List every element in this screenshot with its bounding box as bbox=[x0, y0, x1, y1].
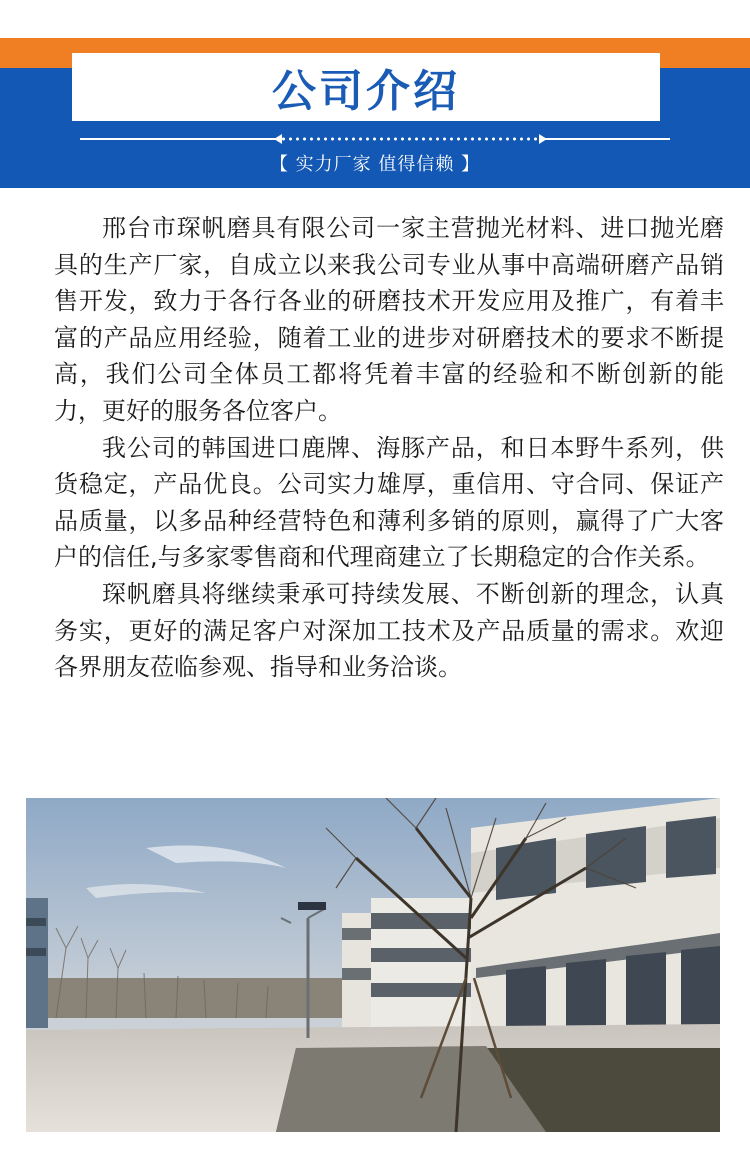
company-intro-text bbox=[54, 210, 724, 686]
intro-paragraph: 邢台市琛帆磨具有限公司一家主营抛光材料、进口抛光磨具的生产厂家，自成立以来我公司专业从事中高端研磨产品销售开发，致力于各行各业的研磨技术开发应用及推广，有着丰富的产品应用经验，随着工业的进步对研磨技术的要求不断提高，我们公司全体员工都将凭着丰富的经验和不断创新的能力，更好的服务各位客户。 bbox=[54, 214, 724, 425]
page-title: 公司介绍 bbox=[272, 66, 460, 117]
header-divider bbox=[80, 138, 670, 140]
intro-paragraph: 我公司的韩国进口鹿牌、海豚产品，和日本野牛系列，供货稳定，产品优良。公司实力雄厚，重信用、守合同、保证产品质量，以多品种经营特色和薄利多销的原则，赢得了广大客户的信任,与多家零售商和代理商建立了长期稳定的合作关系。 bbox=[54, 433, 724, 572]
intro-paragraph: 琛帆磨具将继续秉承可持续发展、不断创新的理念，认真务实，更好的满足客户对深加工技术及产品质量的需求。欢迎各界朋友莅临参观、指导和业务洽谈。 bbox=[54, 579, 724, 682]
title-box bbox=[72, 53, 660, 121]
page-subtitle: 【 实力厂家 值得信赖 】 bbox=[269, 154, 481, 175]
factory-photo bbox=[26, 798, 720, 1132]
